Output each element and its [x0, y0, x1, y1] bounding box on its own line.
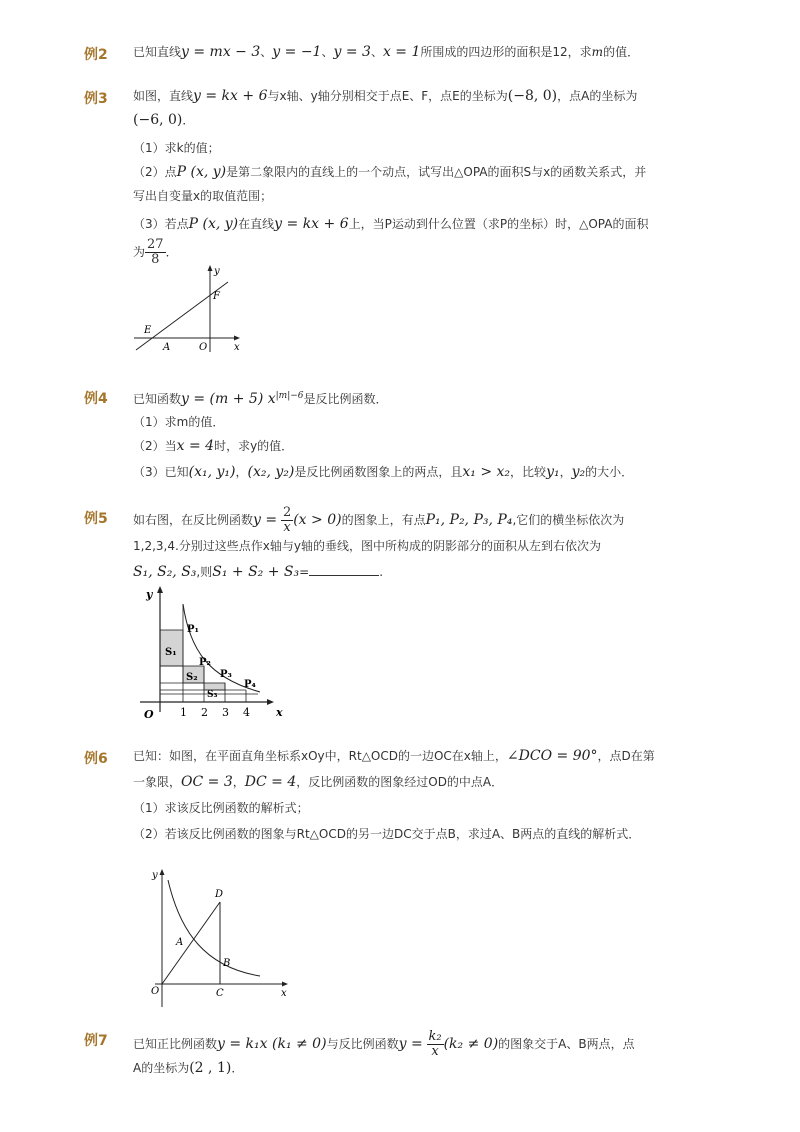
numerator: 2 [282, 505, 292, 520]
tick-3: 3 [222, 706, 229, 719]
example-4-line-1 [133, 386, 388, 409]
text: 、 [321, 45, 334, 59]
example-6-line-1 [133, 746, 655, 766]
text: 、 [260, 45, 273, 59]
formula: (x₂, y₂) [247, 464, 295, 480]
formula: (−6, 0) [133, 112, 183, 128]
x-axis-arrow [282, 982, 288, 987]
example-4-label: 例4 [84, 391, 108, 407]
formula: P₁, P₂, P₃, P₄ [425, 512, 513, 528]
text: （2）点 [133, 165, 177, 179]
formula: y = mx − 3 [181, 44, 261, 60]
text: ． [182, 113, 195, 127]
example-7-line-2 [133, 1058, 243, 1078]
formula: P (x, y) [188, 216, 239, 232]
formula: (x₁, y₁) [188, 464, 236, 480]
label-f: F [213, 291, 220, 302]
text: 已知正比例函数 [133, 1037, 218, 1051]
label-o: O [151, 986, 160, 997]
example-3-label: 例3 [84, 91, 108, 107]
example-3-question-2-cont: 写出自变量x的取值范围； [133, 189, 273, 203]
label-x: x [234, 342, 240, 353]
tick-1: 1 [180, 706, 187, 719]
formula: y = −1 [272, 44, 322, 60]
formula: y = kx + 6 [274, 216, 349, 232]
label-s3: S₃ [207, 690, 218, 700]
text: 所围成的四边形的面积是12，求 [420, 45, 592, 59]
shaded-s3 [204, 683, 225, 690]
denominator: x [283, 520, 291, 535]
answer-blank[interactable] [309, 563, 379, 576]
label-c: C [216, 988, 224, 999]
formula: (2 , 1) [189, 1060, 232, 1076]
example-5-line-3 [133, 562, 383, 582]
example-3-line-2 [133, 110, 194, 130]
denominator: 8 [151, 252, 160, 267]
tick-4: 4 [243, 706, 250, 719]
numerator: k₂ [428, 1029, 442, 1044]
example-2-line-1 [133, 42, 639, 62]
text: 为 [133, 245, 146, 259]
numerator: 27 [147, 237, 164, 252]
text: （3）已知 [133, 465, 189, 479]
example-5-figure [140, 582, 300, 728]
label-e: E [144, 325, 152, 336]
label-p1: P₁ [187, 624, 199, 635]
example-7-line-1 [133, 1030, 635, 1059]
formula: y = [398, 1036, 423, 1052]
formula: y = kx + 6 [193, 88, 268, 104]
formula: ∠DCO = 90° [506, 748, 598, 764]
segment-od [162, 902, 220, 984]
formula: OC = 3 [181, 774, 233, 790]
text: 在直线 [238, 217, 275, 231]
text: 如右图，在反比例函数 [133, 513, 254, 527]
example-4-question-2 [133, 436, 293, 456]
formula: y = [253, 512, 278, 528]
example-3-question-3 [133, 214, 648, 234]
text: ，反比例函数的图象经过OD的中点A． [296, 775, 504, 789]
y-axis-arrow [157, 586, 163, 593]
text: A的坐标为 [133, 1061, 190, 1075]
fraction [427, 1030, 444, 1059]
formula: y = (m + 5) x [181, 391, 276, 407]
example-5-label: 例5 [84, 511, 108, 527]
text: 已知：如图，在平面直角坐标系xOy中，Rt△OCD的一边OC在x轴上， [133, 749, 507, 763]
label-s1: S₁ [165, 647, 177, 658]
text: ， [232, 775, 245, 789]
text: ,则 [196, 565, 213, 579]
label-a: A [176, 937, 184, 948]
text: （2）当 [133, 439, 177, 453]
x-axis-arrow [234, 336, 240, 341]
formula: (−8, 0) [507, 88, 558, 104]
denominator: x [431, 1044, 439, 1059]
label-x: x [281, 988, 287, 999]
text: 的图象上，有点 [341, 513, 426, 527]
text: 的值． [603, 45, 640, 59]
formula: y₁ [546, 464, 560, 480]
text: 是第二象限内的直线上的一个动点，试写出△OPA的面积S与x的函数关系式，并 [226, 165, 647, 179]
y-axis-arrow [208, 265, 213, 271]
text: ， [235, 465, 248, 479]
example-3-question-2 [133, 162, 646, 182]
example-2-label: 例2 [84, 47, 108, 63]
text: （3）若点 [133, 217, 189, 231]
text: . [379, 565, 384, 579]
example-6-question-1: （1）求该反比例函数的解析式； [133, 801, 309, 815]
example-3-figure [128, 262, 248, 354]
text: 一象限， [133, 775, 182, 789]
text: ，比较 [510, 465, 547, 479]
example-6-figure [135, 862, 295, 1012]
text: 如图，直线 [133, 89, 194, 103]
formula: x₁ > x₂ [462, 464, 511, 480]
formula: S₁, S₂, S₃ [133, 564, 197, 580]
text: 上，当P运动到什么位置（求P的坐标）时，△OPA的面积 [348, 217, 649, 231]
text: ,它们的横坐标依次为 [512, 513, 625, 527]
text: 是反比例函数图象上的两点，且 [294, 465, 463, 479]
label-s2: S₂ [186, 672, 198, 683]
formula: x = 4 [176, 438, 215, 454]
fraction [281, 506, 293, 535]
label-d: D [215, 889, 224, 900]
label-x: x [276, 706, 283, 719]
formula: P (x, y) [176, 164, 227, 180]
example-4-question-3 [133, 462, 633, 482]
text: ，点D在第 [597, 749, 655, 763]
label-p3: P₃ [220, 669, 232, 680]
label-a: A [163, 342, 171, 353]
text: 、 [370, 45, 383, 59]
label-o: O [199, 342, 208, 353]
example-5-line-1 [133, 506, 624, 535]
label-y: y [152, 870, 158, 881]
example-5-line-2: 1,2,3,4.分别过这些点作x轴与y轴的垂线，图中所构成的阴影部分的面积从左到右依次为 [133, 539, 602, 553]
label-y: y [214, 266, 220, 277]
text: ． [165, 245, 178, 259]
x-axis-arrow [267, 699, 274, 705]
label-p4: P₄ [244, 679, 256, 690]
y-axis-arrow [160, 869, 165, 875]
text: ，点A的坐标为 [557, 89, 638, 103]
formula: (x > 0) [293, 512, 342, 528]
hyperbola-curve [168, 880, 260, 976]
text: ， [559, 465, 572, 479]
text: 与x轴、y轴分别相交于点E、F，点E的坐标为 [267, 89, 508, 103]
text: 的图象交于A、B两点，点 [498, 1037, 635, 1051]
text: 已知函数 [133, 392, 182, 406]
formula: y = 3 [333, 44, 371, 60]
example-7-label: 例7 [84, 1033, 108, 1049]
text: 已知直线 [133, 45, 182, 59]
formula: y₂ [571, 464, 586, 480]
label-o: O [144, 708, 154, 721]
label-b: B [223, 958, 231, 969]
text: = [299, 565, 310, 579]
example-6-label: 例6 [84, 751, 108, 767]
tick-2: 2 [201, 706, 208, 719]
text: 是反比例函数． [303, 392, 388, 406]
formula: S₁ + S₂ + S₃ [212, 564, 300, 580]
label-p2: P₂ [199, 657, 211, 668]
example-6-question-2: （2）若该反比例函数的图象与Rt△OCD的另一边DC交于点B，求过A、B两点的直线的解析式． [133, 827, 641, 841]
formula: y = k₁x (k₁ ≠ 0) [217, 1036, 327, 1052]
formula: (k₂ ≠ 0) [443, 1036, 499, 1052]
exponent: |m|−6 [275, 391, 304, 401]
variable: m [591, 45, 604, 59]
example-3-question-1: （1）求k的值； [133, 141, 220, 155]
formula: DC = 4 [244, 774, 297, 790]
example-6-line-2 [133, 772, 503, 792]
label-y: y [146, 588, 153, 601]
text: ． [231, 1061, 244, 1075]
text: 与反比例函数 [326, 1037, 399, 1051]
text: 的大小． [585, 465, 634, 479]
formula: x = 1 [382, 44, 421, 60]
example-4-question-1: （1）求m的值． [133, 415, 225, 429]
text: 时，求y的值． [214, 439, 294, 453]
example-3-line-1 [133, 86, 637, 106]
